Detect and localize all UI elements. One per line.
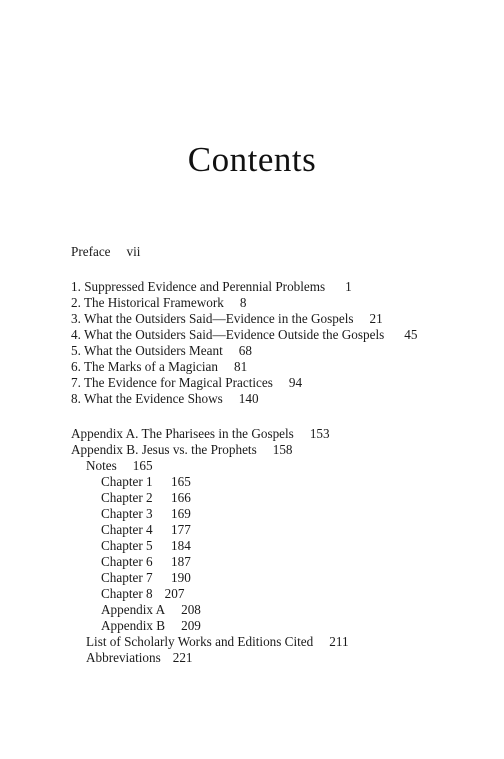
toc-entry-page: 153 <box>309 426 330 441</box>
toc-entry-label: Chapter 1 <box>101 474 153 489</box>
toc-entry-notes-chapter-5 <box>101 538 191 554</box>
toc-entry-page: 81 <box>233 359 248 374</box>
toc-entry-chapter-5 <box>71 343 252 359</box>
toc-entry-page: 177 <box>171 522 191 537</box>
toc-entry-label: Appendix B. Jesus vs. the Prophets <box>71 442 257 457</box>
toc-entry-chapter-3 <box>71 311 383 327</box>
toc-entry-label: Abbreviations <box>86 650 161 665</box>
toc-entry-appendix-a <box>71 426 330 442</box>
toc-entry-preface <box>71 244 140 260</box>
toc-entry-notes-chapter-6 <box>101 554 191 570</box>
toc-entry-page: 169 <box>171 506 191 521</box>
toc-entry-notes-chapter-4 <box>101 522 191 538</box>
toc-entry-page: 208 <box>181 602 201 617</box>
toc-entry-page: 8 <box>239 295 247 310</box>
toc-entry-page: 166 <box>171 490 191 505</box>
toc-entry-notes-chapter-2 <box>101 490 191 506</box>
toc-entry-page: 190 <box>171 570 191 585</box>
toc-entry-label: Chapter 4 <box>101 522 153 537</box>
toc-entry-abbreviations <box>86 650 193 666</box>
toc-entry-chapter-4 <box>71 327 417 343</box>
toc-entry-label: Chapter 6 <box>101 554 153 569</box>
toc-entry-label: 5. What the Outsiders Meant <box>71 343 223 358</box>
toc-entry-label: 6. The Marks of a Magician <box>71 359 218 374</box>
toc-entry-page: 221 <box>172 650 193 665</box>
toc-entry-page: 45 <box>404 327 418 342</box>
toc-entry-label: 1. Suppressed Evidence and Perennial Problems <box>71 279 326 294</box>
toc-entry-notes <box>86 458 153 474</box>
toc-entry-label: Appendix A. The Pharisees in the Gospels <box>71 426 294 441</box>
toc-entry-label: Chapter 7 <box>101 570 153 585</box>
toc-entry-chapter-7 <box>71 375 302 391</box>
toc-entry-label: Preface <box>71 244 111 259</box>
toc-entry-notes-appendix-a <box>101 602 201 618</box>
toc-entry-label: Chapter 3 <box>101 506 153 521</box>
toc-entry-chapter-8 <box>71 391 259 407</box>
toc-entry-page: 207 <box>164 586 185 601</box>
toc-entry-page: 211 <box>329 634 349 649</box>
toc-entry-page: 184 <box>171 538 191 553</box>
toc-entry-page: 165 <box>171 474 191 489</box>
toc-entry-chapter-1 <box>71 279 352 295</box>
toc-entry-page: 165 <box>132 458 153 473</box>
toc-entry-label: 2. The Historical Framework <box>71 295 224 310</box>
toc-entry-label: 8. What the Evidence Shows <box>71 391 223 406</box>
toc-entry-label: Chapter 2 <box>101 490 153 505</box>
toc-entry-label: Chapter 5 <box>101 538 153 553</box>
toc-entry-notes-chapter-3 <box>101 506 191 522</box>
toc-entry-page: 94 <box>288 375 303 390</box>
toc-entry-scholarly-works <box>86 634 349 650</box>
toc-entry-notes-appendix-b <box>101 618 201 634</box>
toc-entry-page: 68 <box>238 343 252 358</box>
page-title: Contents <box>187 140 317 179</box>
toc-entry-page: 187 <box>171 554 191 569</box>
toc-entry-label: List of Scholarly Works and Editions Cited <box>86 634 314 649</box>
toc-entry-label: Chapter 8 <box>101 586 153 601</box>
toc-entry-label: Appendix B <box>101 618 166 633</box>
toc-entry-label: Appendix A <box>101 602 166 617</box>
toc-entry-page: 1 <box>345 279 352 294</box>
toc-entry-page: 158 <box>272 442 293 457</box>
toc-entry-label: 3. What the Outsiders Said—Evidence in the Gospels <box>71 311 354 326</box>
toc-entry-page: 21 <box>369 311 383 326</box>
toc-entry-notes-chapter-1 <box>101 474 191 490</box>
toc-entry-page: 209 <box>181 618 201 633</box>
toc-entry-notes-chapter-8 <box>101 586 184 602</box>
toc-entry-page: vii <box>126 244 141 259</box>
toc-entry-label: 4. What the Outsiders Said—Evidence Outside the Gospels <box>71 327 385 342</box>
toc-entry-page: 140 <box>238 391 259 406</box>
toc-entry-label: 7. The Evidence for Magical Practices <box>71 375 273 390</box>
toc-entry-notes-chapter-7 <box>101 570 191 586</box>
toc-entry-label: Notes <box>86 458 117 473</box>
toc-entry-chapter-6 <box>71 359 247 375</box>
toc-entry-chapter-2 <box>71 295 246 311</box>
toc-entry-appendix-b <box>71 442 293 458</box>
